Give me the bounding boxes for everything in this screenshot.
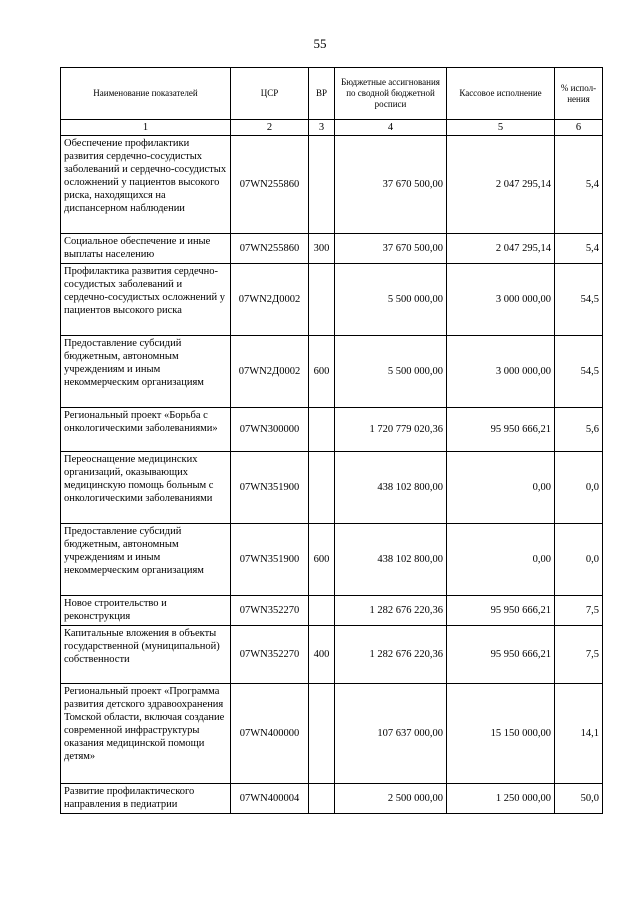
row-cash: 0,00 [447, 524, 555, 596]
row-name: Новое строительство и реконструкция [61, 596, 231, 626]
row-vr [309, 264, 335, 336]
row-name: Профилактика развития сердечно-сосудистых заболеваний и сердечно-сосудистых осложнений у пациентов высокого риска [61, 264, 231, 336]
row-vr: 600 [309, 336, 335, 408]
column-number: 3 [309, 120, 335, 136]
row-budget: 438 102 800,00 [335, 524, 447, 596]
row-cash: 3 000 000,00 [447, 336, 555, 408]
header-budget: Бюджетные ассигнования по сводной бюджетной росписи [335, 68, 447, 120]
row-budget: 1 720 779 020,36 [335, 408, 447, 452]
table-row [61, 234, 603, 264]
row-name: Развитие профилактического направления в педиатрии [61, 784, 231, 814]
row-csr: 07WN255860 [231, 136, 309, 234]
row-percent: 5,4 [555, 136, 603, 234]
row-budget: 5 500 000,00 [335, 336, 447, 408]
row-csr: 07WN400004 [231, 784, 309, 814]
row-percent: 0,0 [555, 452, 603, 524]
row-csr: 07WN400000 [231, 684, 309, 784]
table-row [61, 336, 603, 408]
row-name: Предоставление субсидий бюджетным, автономным учреждениям и иным некоммерческим организациям [61, 524, 231, 596]
row-csr: 07WN351900 [231, 452, 309, 524]
column-number: 6 [555, 120, 603, 136]
row-budget: 2 500 000,00 [335, 784, 447, 814]
row-vr: 300 [309, 234, 335, 264]
header-row [61, 68, 603, 120]
row-csr: 07WN2Д0002 [231, 336, 309, 408]
row-vr [309, 596, 335, 626]
row-name: Капитальные вложения в объекты государственной (муниципальной) собственности [61, 626, 231, 684]
table-row [61, 264, 603, 336]
row-csr: 07WN2Д0002 [231, 264, 309, 336]
row-cash: 95 950 666,21 [447, 408, 555, 452]
row-vr [309, 452, 335, 524]
column-number: 2 [231, 120, 309, 136]
row-percent: 0,0 [555, 524, 603, 596]
row-name: Обеспечение профилактики развития сердечно-сосудистых заболеваний и сердечно-сосудистых осложнений у пациентов высокого риска, находящихся на диспансерном наблюдении [61, 136, 231, 234]
row-vr: 400 [309, 626, 335, 684]
table-row [61, 684, 603, 784]
row-percent: 5,6 [555, 408, 603, 452]
row-percent: 5,4 [555, 234, 603, 264]
row-name: Региональный проект «Борьба с онкологическими заболеваниями» [61, 408, 231, 452]
row-budget: 1 282 676 220,36 [335, 626, 447, 684]
row-percent: 54,5 [555, 264, 603, 336]
row-budget: 438 102 800,00 [335, 452, 447, 524]
row-percent: 14,1 [555, 684, 603, 784]
row-csr: 07WN255860 [231, 234, 309, 264]
page-number: 55 [313, 36, 327, 51]
table-row [61, 452, 603, 524]
column-number: 1 [61, 120, 231, 136]
row-cash: 2 047 295,14 [447, 136, 555, 234]
row-name: Предоставление субсидий бюджетным, автономным учреждениям и иным некоммерческим организациям [61, 336, 231, 408]
row-cash: 95 950 666,21 [447, 626, 555, 684]
row-percent: 50,0 [555, 784, 603, 814]
row-vr [309, 784, 335, 814]
row-budget: 1 282 676 220,36 [335, 596, 447, 626]
row-percent: 54,5 [555, 336, 603, 408]
row-budget: 37 670 500,00 [335, 234, 447, 264]
budget-execution-table [60, 67, 603, 814]
row-budget: 37 670 500,00 [335, 136, 447, 234]
row-cash: 1 250 000,00 [447, 784, 555, 814]
row-vr [309, 684, 335, 784]
row-csr: 07WN352270 [231, 596, 309, 626]
row-csr: 07WN351900 [231, 524, 309, 596]
table-row [61, 626, 603, 684]
table-row [61, 408, 603, 452]
header-csr: ЦСР [231, 68, 309, 120]
column-number-row [61, 120, 603, 136]
row-cash: 15 150 000,00 [447, 684, 555, 784]
row-csr: 07WN352270 [231, 626, 309, 684]
row-percent: 7,5 [555, 596, 603, 626]
row-vr [309, 136, 335, 234]
header-vr: ВР [309, 68, 335, 120]
row-csr: 07WN300000 [231, 408, 309, 452]
row-name: Переоснащение медицинских организаций, оказывающих медицинскую помощь больным с онкологическими заболеваниями [61, 452, 231, 524]
row-budget: 107 637 000,00 [335, 684, 447, 784]
row-budget: 5 500 000,00 [335, 264, 447, 336]
header-percent: % испол-нения [555, 68, 603, 120]
row-vr: 600 [309, 524, 335, 596]
row-cash: 3 000 000,00 [447, 264, 555, 336]
table-row [61, 524, 603, 596]
row-name: Социальное обеспечение и иные выплаты населению [61, 234, 231, 264]
row-vr [309, 408, 335, 452]
table-row [61, 596, 603, 626]
header-cash: Кассовое исполнение [447, 68, 555, 120]
column-number: 4 [335, 120, 447, 136]
row-name: Региональный проект «Программа развития детского здравоохранения Томской области, включая создание современной инфраструктуры оказания медицинской помощи детям» [61, 684, 231, 784]
row-cash: 0,00 [447, 452, 555, 524]
row-cash: 2 047 295,14 [447, 234, 555, 264]
header-name: Наименование показателей [61, 68, 231, 120]
table-row [61, 136, 603, 234]
table-row [61, 784, 603, 814]
column-number: 5 [447, 120, 555, 136]
row-percent: 7,5 [555, 626, 603, 684]
row-cash: 95 950 666,21 [447, 596, 555, 626]
